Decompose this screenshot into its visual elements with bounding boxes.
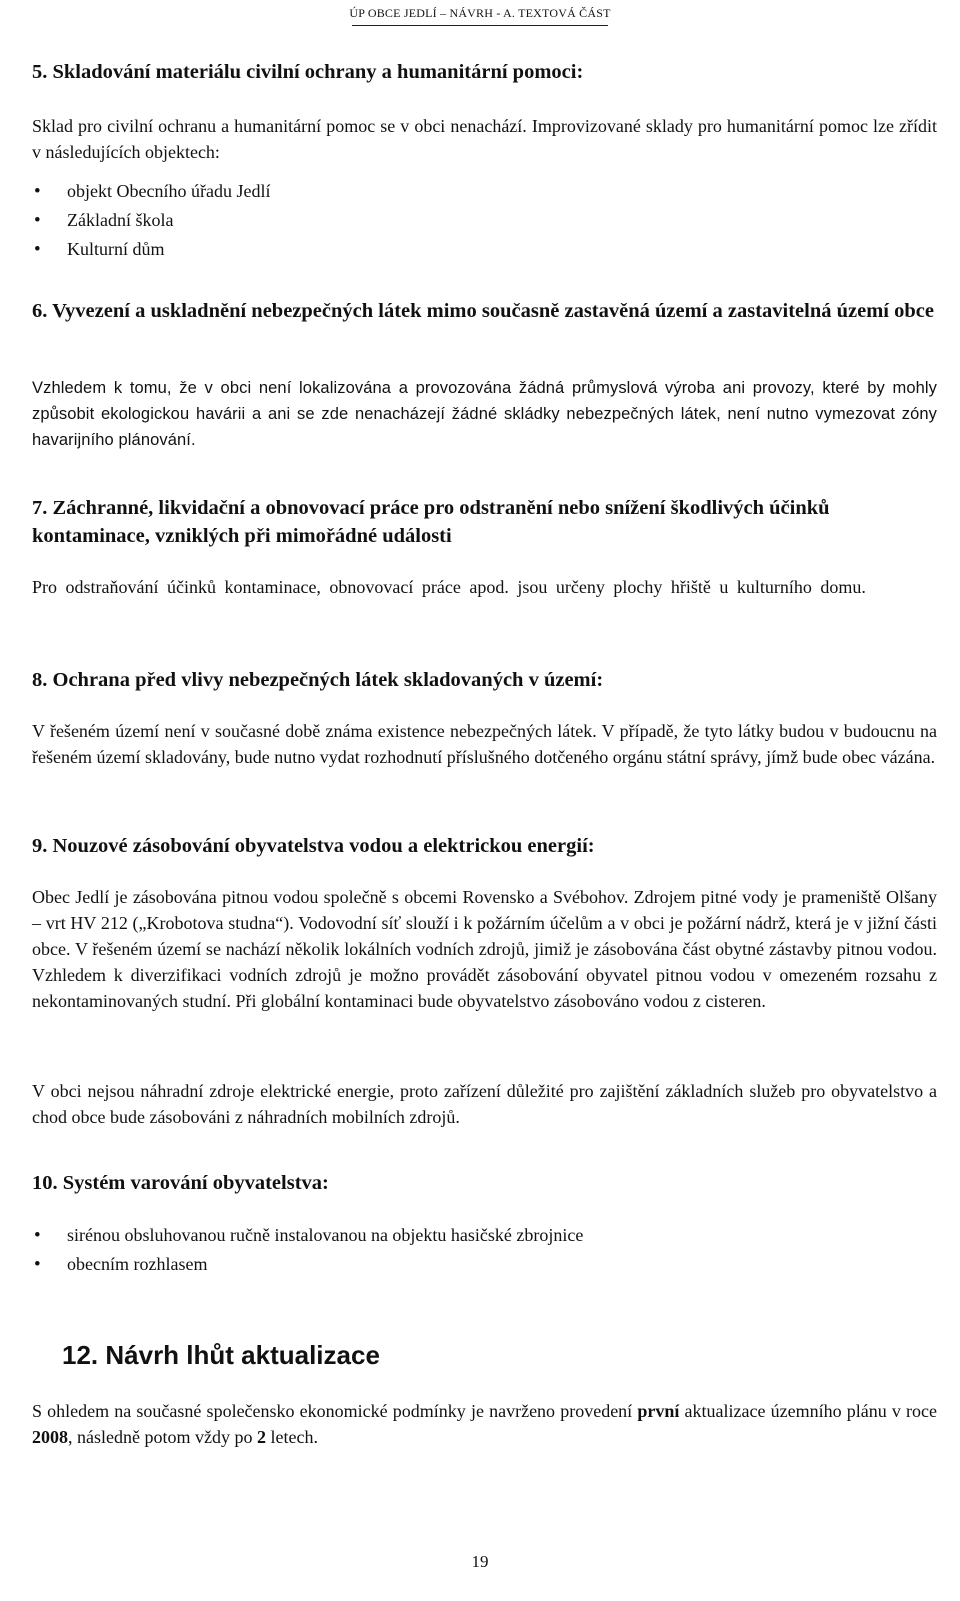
- section-9-heading: 9. Nouzové zásobování obyvatelstva vodou a elektrickou energií:: [32, 835, 595, 857]
- list-item: • sirénou obsluhovanou ručně instalovanou na objektu hasičské zbrojnice: [32, 1221, 937, 1250]
- section-5-heading: 5. Skladování materiálu civilní ochrany a humanitární pomoci:: [32, 61, 584, 83]
- section-10-list: [32, 1221, 937, 1279]
- section-7-heading: 7. Záchranné, likvidační a obnovovací práce pro odstranění nebo snížení škodlivých účinků kontaminace, vzniklých při mimořádné události: [32, 497, 830, 547]
- section-10-heading: 10. Systém varování obyvatelstva:: [32, 1172, 329, 1194]
- section-9-paragraph-electricity: V obci nejsou náhradní zdroje elektrické energie, proto zařízení důležité pro zajištění základních služeb pro obyvatelstvo a chod obce bude zásobováni z náhradních mobilních zdrojů.: [32, 1081, 937, 1127]
- section-12-heading: 12. Návrh lhůt aktualizace: [62, 1340, 380, 1370]
- section-6-heading: 6. Vyvezení a uskladnění nebezpečných látek mimo současně zastavěná území a zastavitelná území obce: [32, 300, 934, 322]
- section-12-text: letech.: [265, 1427, 318, 1447]
- section-6-paragraph: Vzhledem k tomu, že v obci není lokalizována a provozována žádná průmyslová výroba ani provozy, které by mohly způsobit ekologickou havárii a ani se zde nenacházejí žádné skládky nebezpečných látek, není nutno vymezovat zóny havarijního plánování.: [32, 379, 937, 449]
- section-12-text: aktualizace územního plánu v roce: [679, 1401, 937, 1421]
- section-7-paragraph: Pro odstraňování účinků kontaminace, obnovovací práce apod. jsou určeny plochy hřiště u kulturního domu.: [32, 577, 866, 597]
- section-12-paragraph: [32, 1398, 937, 1450]
- section-12-emphasis-first: první: [637, 1401, 680, 1421]
- list-item: • Kulturní dům: [32, 235, 937, 264]
- section-5-paragraph: Sklad pro civilní ochranu a humanitární pomoc se v obci nenachází. Improvizované sklady pro humanitární pomoc lze zřídit v následujících objektech:: [32, 116, 937, 162]
- list-item: • obecním rozhlasem: [32, 1250, 937, 1279]
- section-12-text: S ohledem na současné společensko ekonomické podmínky je navrženo provedení: [32, 1401, 638, 1421]
- running-header: [0, 6, 960, 21]
- section-12-emphasis-interval: 2: [256, 1427, 266, 1447]
- header-rule: [352, 25, 608, 26]
- section-9-paragraph-water: Obec Jedlí je zásobována pitnou vodou společně s obcemi Rovensko a Svébohov. Zdrojem pitné vody je prameniště Olšany – vrt HV 212 („Krobotova studna“). Vodovodní síť slouží i k požárním účelům a v obci je požární nádrž, která je v jižní části obce. V řešeném území se nachází několik lokálních vodních zdrojů, jimiž je zásobována část obytné zástavby pitnou vodou. Vzhledem k diverzifikaci vodních zdrojů je možno provádět zásobování obyvatel pitnou vodou v omezeném rozsahu z nekontaminovaných studní. Při globální kontaminaci bude obyvatelstvo zásobováno vodou z cisteren.: [32, 887, 937, 1011]
- section-5-list: [32, 177, 937, 264]
- list-item: • objekt Obecního úřadu Jedlí: [32, 177, 937, 206]
- section-12-text: , následně potom vždy po: [68, 1427, 257, 1447]
- section-8-heading: 8. Ochrana před vlivy nebezpečných látek skladovaných v území:: [32, 669, 604, 691]
- page-number: 19: [471, 1552, 489, 1571]
- list-item: • Základní škola: [32, 206, 937, 235]
- section-8-paragraph: V řešeném území není v současné době známa existence nebezpečných látek. V případě, že tyto látky budou v budoucnu na řešeném území skladovány, bude nutno vydat rozhodnutí příslušného dotčeného orgánu státní správy, jímž bude obec vázána.: [32, 721, 937, 767]
- running-header-title: ÚP OBCE JEDLÍ – NÁVRH - A. TEXTOVÁ ČÁST: [349, 6, 611, 20]
- section-12-emphasis-year: 2008: [32, 1427, 68, 1447]
